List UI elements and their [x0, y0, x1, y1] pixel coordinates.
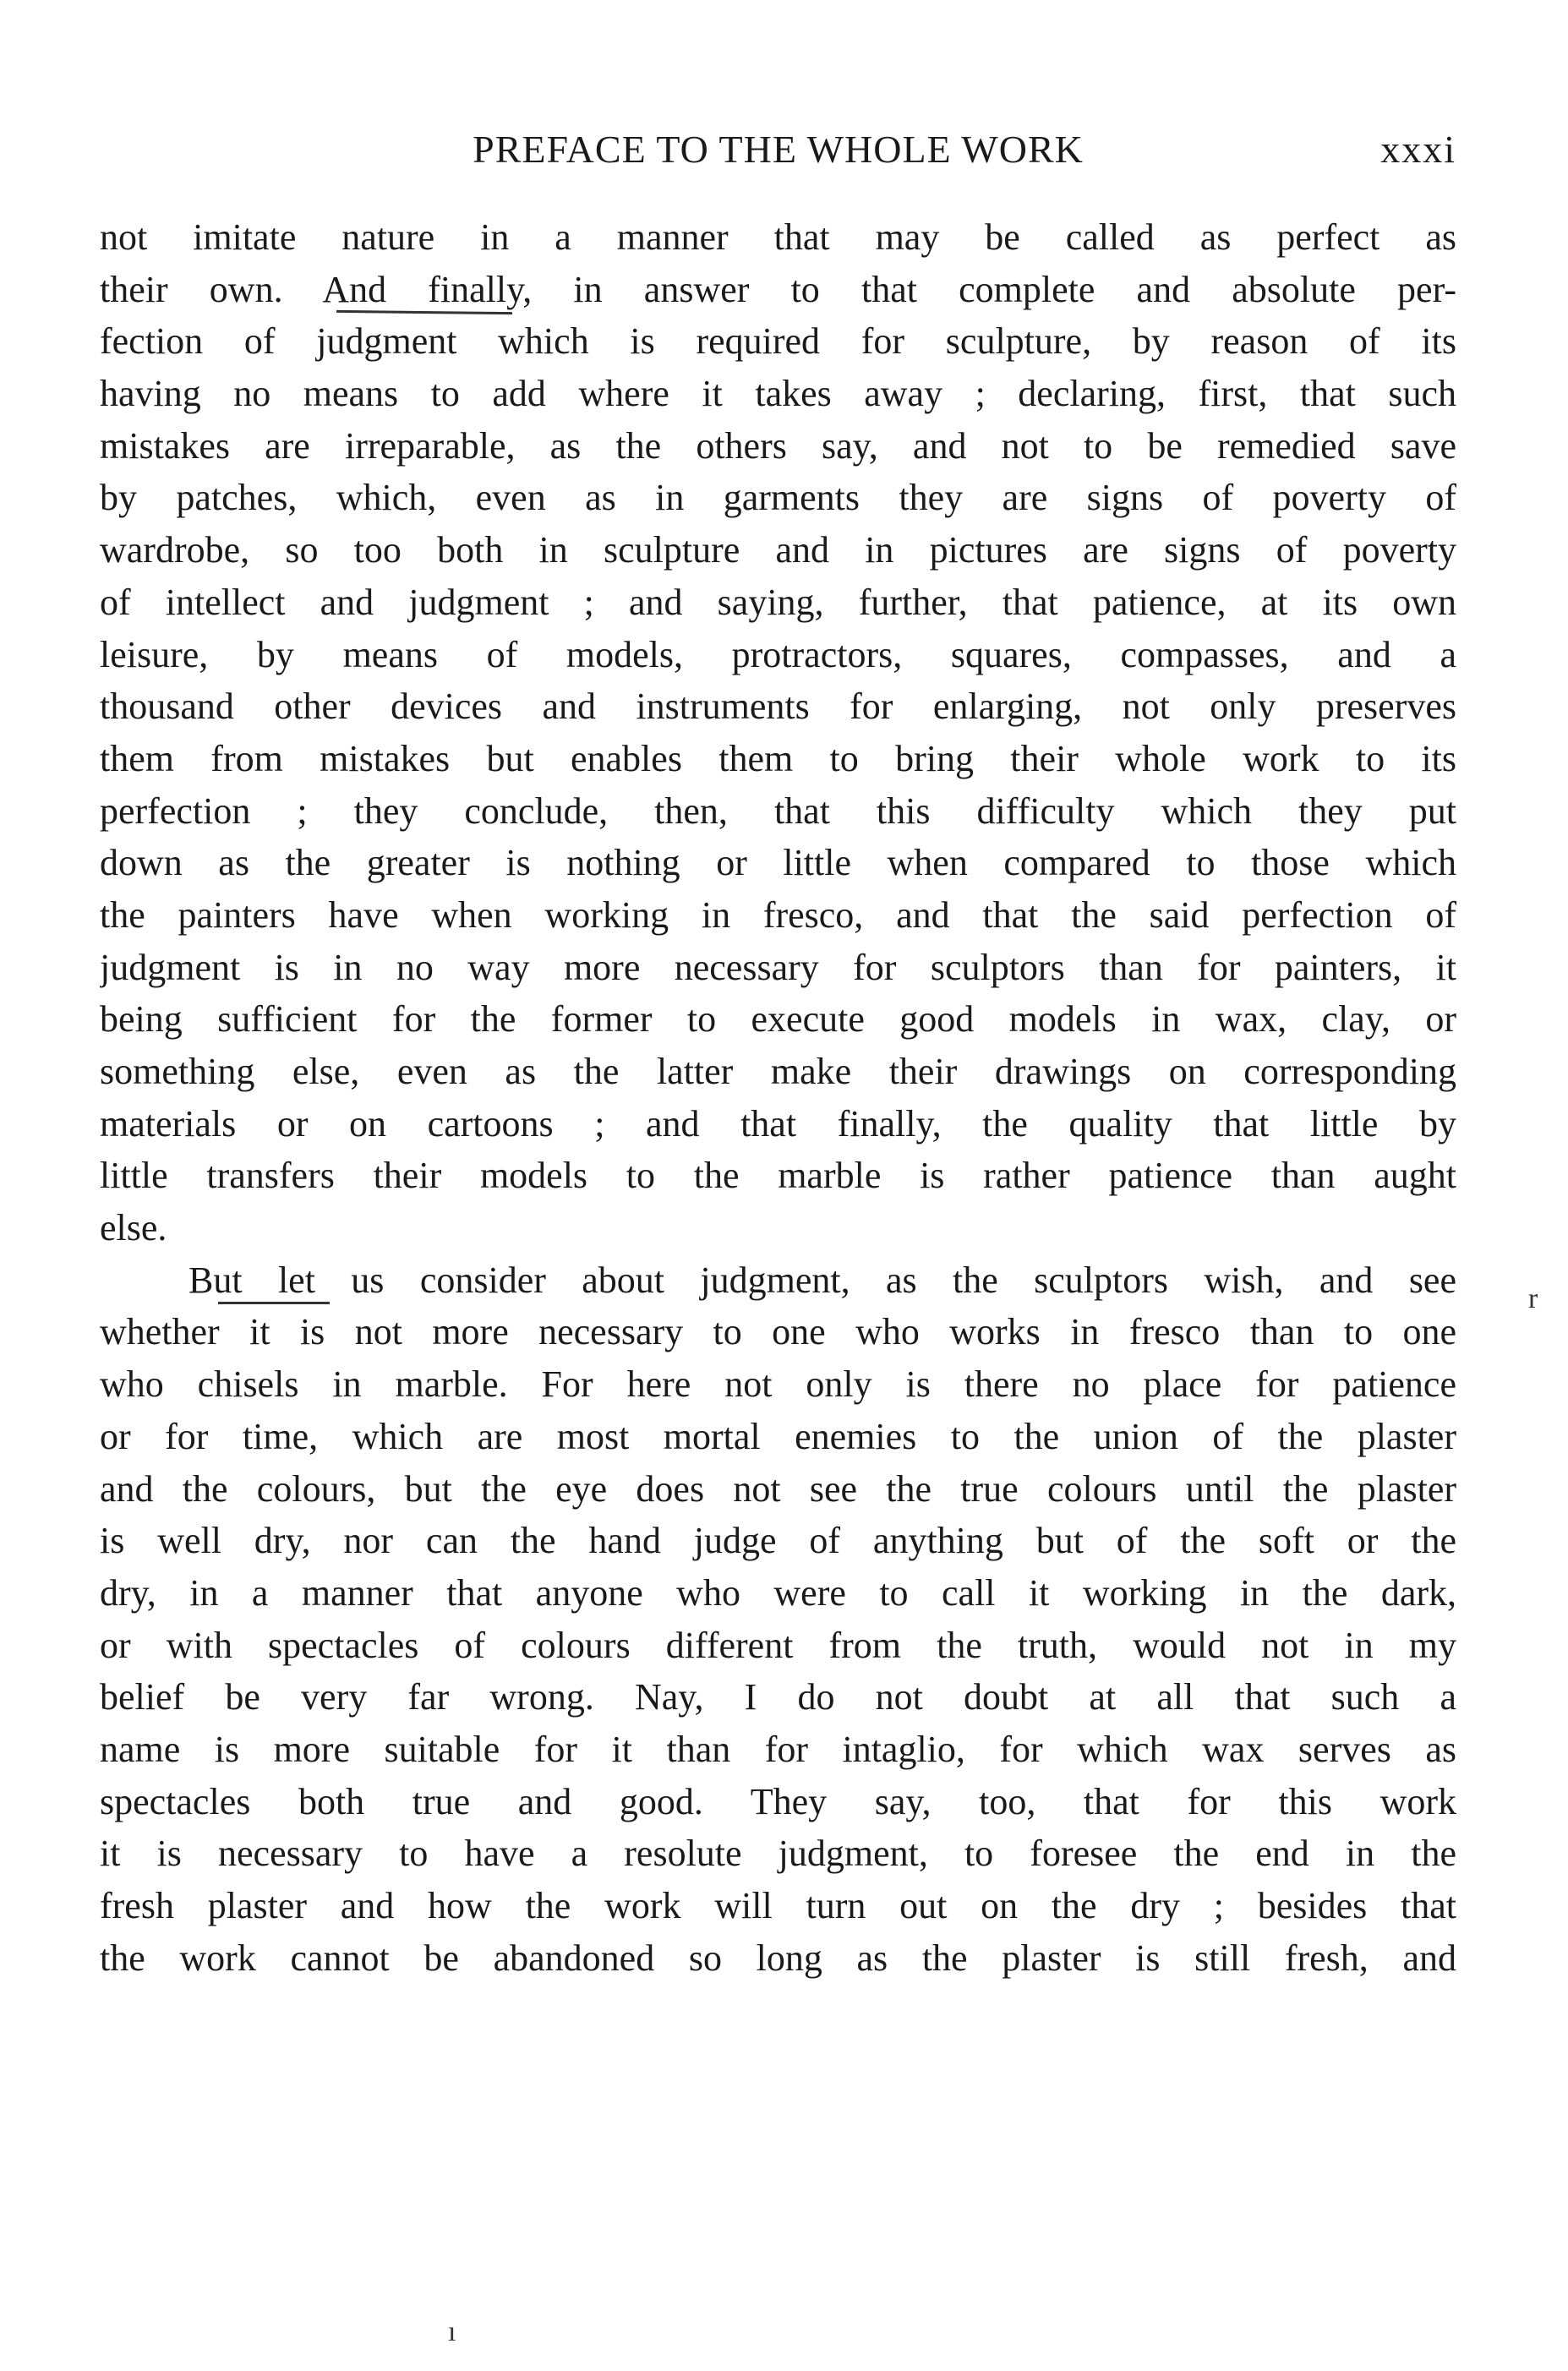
text-line: name is more suitable for it than for intaglio, for which wax serves as	[100, 1728, 1456, 1770]
text-line: little transfers their models to the marble is rather patience than aught	[100, 1155, 1456, 1197]
text-line: by patches, which, even as in garments they are signs of poverty of	[100, 477, 1456, 519]
running-head	[100, 127, 1456, 179]
text-line: who chisels in marble. For here not only is there no place for patience	[100, 1363, 1456, 1406]
text-line: or for time, which are most mortal enemies to the union of the plaster	[100, 1415, 1456, 1457]
text-line: having no means to add where it takes away ; declaring, first, that such	[100, 373, 1456, 415]
text-line: spectacles both true and good. They say, too, that for this work	[100, 1780, 1456, 1822]
text-line: belief be very far wrong. Nay, I do not doubt at all that such a	[100, 1676, 1456, 1718]
text-line: judgment is in no way more necessary for sculptors than for painters, it	[100, 946, 1456, 988]
text-line: whether it is not more necessary to one who works in fresco than to one	[100, 1311, 1456, 1353]
text-line: not imitate nature in a manner that may be called as perfect as	[100, 216, 1456, 258]
running-title: PREFACE TO THE WHOLE WORK	[473, 128, 1084, 171]
text-line: or with spectacles of colours different from the truth, would not in my	[100, 1624, 1456, 1666]
text-line: is well dry, nor can the hand judge of anything but of the soft or the	[100, 1520, 1456, 1562]
pencil-underline-but-let	[218, 1302, 330, 1304]
text-line: mistakes are irreparable, as the others say, and not to be remedied save	[100, 424, 1456, 467]
text-line: materials or on cartoons ; and that finally, the quality that little by	[100, 1102, 1456, 1145]
body-text	[100, 211, 1456, 1984]
text-line: dry, in a manner that anyone who were to call it working in the dark,	[100, 1571, 1456, 1614]
margin-tick-mark: r	[1528, 1283, 1538, 1314]
text-line: thousand other devices and instruments for enlarging, not only preserves	[100, 686, 1456, 728]
text-line: wardrobe, so too both in sculpture and in pictures are signs of poverty	[100, 529, 1456, 571]
text-line: the painters have when working in fresco, and that the said perfection of	[100, 893, 1456, 936]
text-line: else.	[100, 1207, 167, 1249]
text-line: them from mistakes but enables them to bring their whole work to its	[100, 737, 1456, 779]
text-line: being sufficient for the former to execute good models in wax, clay, or	[100, 998, 1456, 1041]
text-line: something else, even as the latter make their drawings on corresponding	[100, 1051, 1456, 1092]
text-line: leisure, by means of models, protractors, squares, compasses, and a	[100, 633, 1456, 675]
paragraph-2	[100, 1254, 1456, 1985]
bottom-stroke-mark: ı	[448, 2316, 456, 2347]
text-line: perfection ; they conclude, then, that this difficulty which they put	[100, 789, 1456, 832]
text-line: But let us consider about judgment, as the sculptors wish, and see	[188, 1259, 1456, 1301]
page-number: xxxi	[1380, 128, 1456, 171]
text-line: fresh plaster and how the work will turn out on the dry ; besides that	[100, 1885, 1456, 1926]
text-line: down as the greater is nothing or little when compared to those which	[100, 842, 1456, 884]
text-line: and the colours, but the eye does not see the true colours until the plaster	[100, 1467, 1456, 1510]
text-line: of intellect and judgment ; and saying, further, that patience, at its own	[100, 581, 1456, 623]
text-line: their own. And finally, in answer to that complete and absolute per-	[100, 268, 1456, 310]
text-line: the work cannot be abandoned so long as the plaster is still fresh, and	[100, 1937, 1456, 1979]
text-line: fection of judgment which is required for sculpture, by reason of its	[100, 320, 1456, 363]
text-line: it is necessary to have a resolute judgment, to foresee the end in the	[100, 1833, 1456, 1875]
paragraph-1	[100, 211, 1456, 1254]
